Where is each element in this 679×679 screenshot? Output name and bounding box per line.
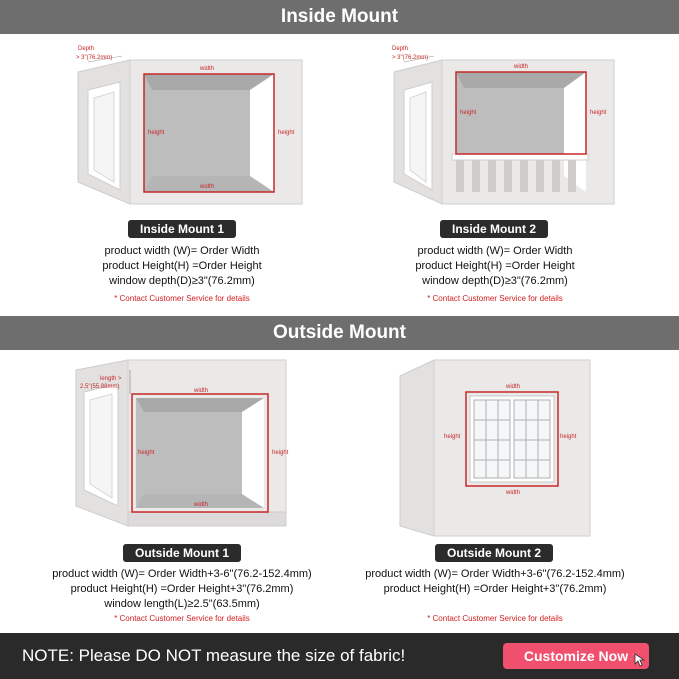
width-bottom-label: width	[194, 502, 209, 508]
outside-mount-1-specs	[7, 567, 357, 612]
depth-label: Depth	[392, 46, 409, 52]
outside-mount-1-diagram	[72, 356, 312, 536]
inside-mount-2-diagram	[386, 42, 626, 212]
spec-line: window depth(D)≥3"(76.2mm)	[109, 275, 255, 287]
inside-mount-2-note: * Contact Customer Service for details	[427, 294, 563, 303]
fabric-warning-note: NOTE: Please DO NOT measure the size of fabric!	[22, 646, 406, 665]
height-right-label: height	[560, 434, 577, 440]
spec-line: window depth(D)≥3"(76.2mm)	[422, 275, 568, 287]
spec-line: product width (W)= Order Width+3-6"(76.2-152.4mm)	[52, 568, 312, 580]
inside-mount-banner	[0, 0, 679, 34]
inside-mount-1-specs	[17, 244, 347, 289]
spec-line: product width (W)= Order Width	[104, 245, 260, 257]
length-value: 2.5"(55.88mm)	[80, 384, 120, 390]
outside-mount-banner	[0, 316, 679, 350]
width-bottom-label: width	[506, 490, 521, 496]
spec-line: product Height(H) =Order Height+3"(76.2mm)	[383, 583, 607, 595]
width-top-label: width	[200, 66, 215, 72]
depth-value: > 3"(76.2mm)	[392, 55, 429, 61]
outside-mount-title: Outside Mount	[273, 322, 406, 343]
width-top-label: width	[506, 384, 521, 390]
outside-mount-2-note: * Contact Customer Service for details	[427, 614, 563, 623]
inside-mount-2-specs	[330, 244, 660, 289]
spec-line: product Height(H) =Order Height+3"(76.2mm)	[70, 583, 294, 595]
height-left-label: height	[148, 130, 165, 136]
height-left-label: height	[138, 450, 155, 456]
outside-mount-1-note: * Contact Customer Service for details	[114, 614, 250, 623]
inside-mount-2-label: Inside Mount 2	[440, 220, 548, 238]
spec-line: window length(L)≥2.5"(63.5mm)	[104, 598, 260, 610]
outside-mount-1-label: Outside Mount 1	[123, 544, 241, 562]
outside-mount-2-diagram	[396, 356, 596, 538]
width-top-label: width	[514, 64, 529, 70]
outside-mount-2-label: Outside Mount 2	[435, 544, 553, 562]
inside-mount-title: Inside Mount	[280, 6, 399, 27]
width-top-label: width	[194, 388, 209, 394]
width-bottom-label: width	[200, 184, 215, 190]
spec-line: product width (W)= Order Width+3-6"(76.2-152.4mm)	[365, 568, 625, 580]
height-right-label: height	[590, 110, 607, 116]
cursor-click-icon	[630, 651, 648, 669]
spec-line: product width (W)= Order Width	[417, 245, 573, 257]
depth-value: > 3"(76.2mm)	[76, 55, 113, 61]
inside-mount-1-note: * Contact Customer Service for details	[114, 294, 250, 303]
spec-line: product Height(H) =Order Height	[415, 260, 575, 272]
inside-mount-1-label: Inside Mount 1	[128, 220, 236, 238]
inside-mount-1-diagram	[70, 42, 310, 212]
outside-mount-2-specs	[330, 567, 660, 597]
depth-label: Depth	[78, 46, 95, 52]
height-right-label: height	[272, 450, 289, 456]
length-label: length >	[100, 376, 122, 382]
footer-bar	[0, 633, 679, 679]
spec-line: product Height(H) =Order Height	[102, 260, 262, 272]
height-left-label: height	[444, 434, 461, 440]
customize-now-button[interactable]: Customize Now	[503, 643, 649, 669]
height-left-label: height	[460, 110, 477, 116]
height-right-label: height	[278, 130, 295, 136]
